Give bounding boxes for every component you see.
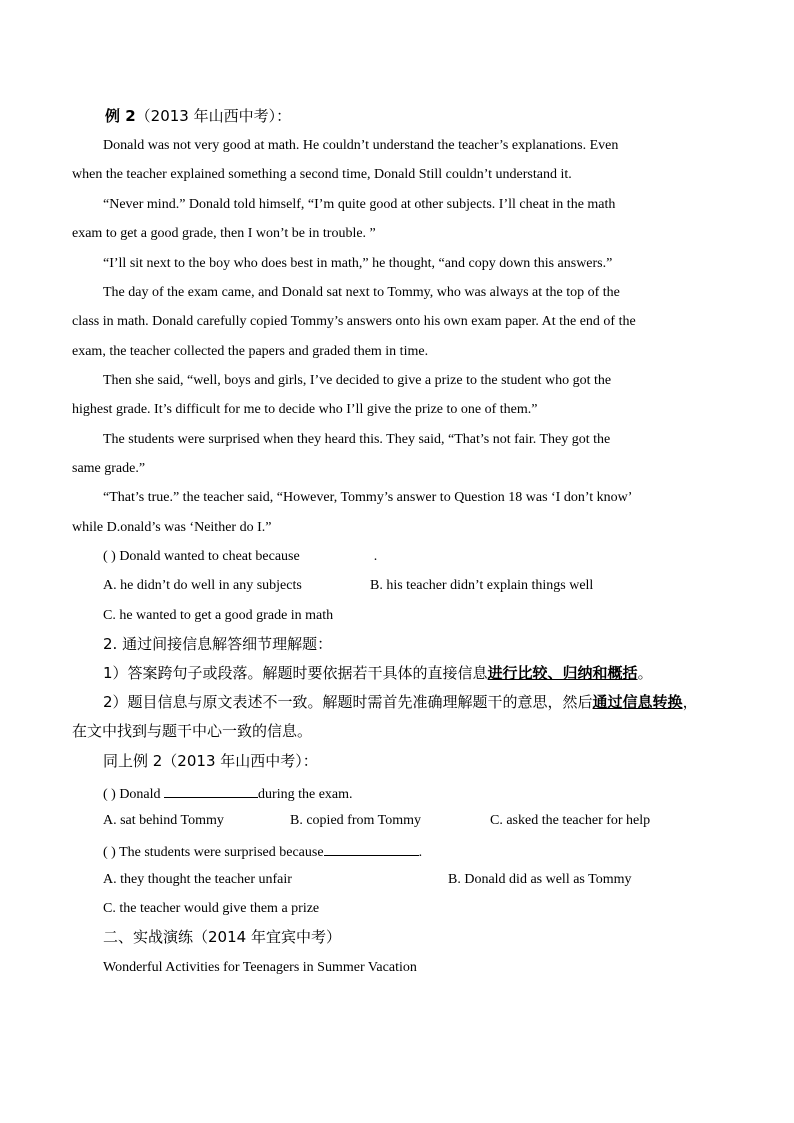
- point-1-end: 。: [637, 664, 653, 682]
- passage-p4-l3: exam, the teacher collected the papers and graded them in time.: [72, 344, 429, 359]
- question-3-option-b: B. Donald did as well as Tommy: [448, 872, 632, 887]
- passage-p4-l2: class in math. Donald carefully copied Tommy’s answers onto his own exam paper. At the end of the: [72, 314, 636, 329]
- question-3-end: .: [418, 845, 423, 860]
- same-example-heading: 同上例 2（2013 年山西中考）：: [103, 752, 318, 770]
- answer-blank[interactable]: [324, 841, 419, 856]
- passage-p5-l1: Then she said, “well, boys and girls, I’ve decided to give a prize to the student who got the: [103, 373, 612, 388]
- question-1-option-b: B. his teacher didn’t explain things well: [370, 578, 594, 593]
- section-2-point-2-cont: 在文中找到与题干中心一致的信息。: [72, 722, 313, 740]
- question-1-end: .: [373, 549, 378, 564]
- point-1-emphasis: 进行比较、归纳和概括: [487, 664, 638, 682]
- passage-p3-l1: “I’ll sit next to the boy who does best in math,” he thought, “and copy down this answers.”: [103, 256, 613, 271]
- section-2-point-1: [103, 664, 653, 682]
- section-2-heading: 2. 通过间接信息解答细节理解题：: [103, 635, 333, 653]
- passage-p7-l1: “That’s true.” the teacher said, “However, Tommy’s answer to Question 18 was ‘I don’t know’: [103, 490, 633, 505]
- passage-p1-l2: when the teacher explained something a second time, Donald Still couldn’t understand it.: [72, 167, 572, 182]
- question-2-option-a: A. sat behind Tommy: [103, 813, 224, 828]
- practice-passage-title: Wonderful Activities for Teenagers in Summer Vacation: [103, 960, 417, 975]
- section-2-point-2: [103, 693, 698, 711]
- example-title: [105, 107, 291, 125]
- question-3-text: ( ) The students were surprised because: [103, 845, 324, 860]
- practice-heading: 二、实战演练（2014 年宜宾中考）: [103, 928, 341, 946]
- question-2-stem: [103, 783, 353, 804]
- question-2-end: during the exam.: [258, 787, 353, 802]
- point-2-text: 2）题目信息与原文表述不一致。解题时需首先准确理解题干的意思，然后: [103, 693, 593, 711]
- point-1-text: 1）答案跨句子或段落。解题时要依据若干具体的直接信息: [103, 664, 488, 682]
- point-2-emphasis: 通过信息转换: [592, 693, 683, 711]
- passage-p2-l1: “Never mind.” Donald told himself, “I’m quite good at other subjects. I’ll cheat in the math: [103, 197, 616, 212]
- question-3-option-c: C. the teacher would give them a prize: [103, 901, 320, 916]
- question-3-stem: [103, 841, 422, 862]
- question-1-option-a: A. he didn’t do well in any subjects: [103, 578, 302, 593]
- example-title-bold: 例 2: [105, 107, 136, 125]
- question-2-option-c: C. asked the teacher for help: [490, 813, 651, 828]
- passage-p2-l2: exam to get a good grade, then I won’t be in trouble. ”: [72, 226, 376, 241]
- question-1-text: ( ) Donald wanted to cheat because: [103, 549, 300, 564]
- question-2-text: ( ) Donald: [103, 787, 161, 802]
- passage-p6-l1: The students were surprised when they heard this. They said, “That’s not fair. They got the: [103, 432, 611, 447]
- passage-p5-l2: highest grade. It’s difficult for me to decide who I’ll give the prize to one of them.”: [72, 402, 538, 417]
- question-3-option-a: A. they thought the teacher unfair: [103, 872, 292, 887]
- question-1-stem: [103, 548, 377, 566]
- passage-p1-l1: [72, 137, 719, 155]
- passage-p6-l2: same grade.”: [72, 461, 146, 476]
- passage-p7-l2: while D.onald’s was ‘Neither do I.”: [72, 520, 272, 535]
- answer-blank[interactable]: [164, 783, 258, 798]
- example-title-source: （2013 年山西中考）：: [135, 107, 292, 125]
- point-2-end: ，: [682, 693, 698, 711]
- passage-text: Donald was not very good at math. He couldn’t understand the teacher’s explanations. Even: [103, 138, 619, 153]
- question-1-option-c: C. he wanted to get a good grade in math: [103, 608, 334, 623]
- passage-p4-l1: The day of the exam came, and Donald sat next to Tommy, who was always at the top of the: [103, 285, 620, 300]
- question-2-option-b: B. copied from Tommy: [290, 813, 421, 828]
